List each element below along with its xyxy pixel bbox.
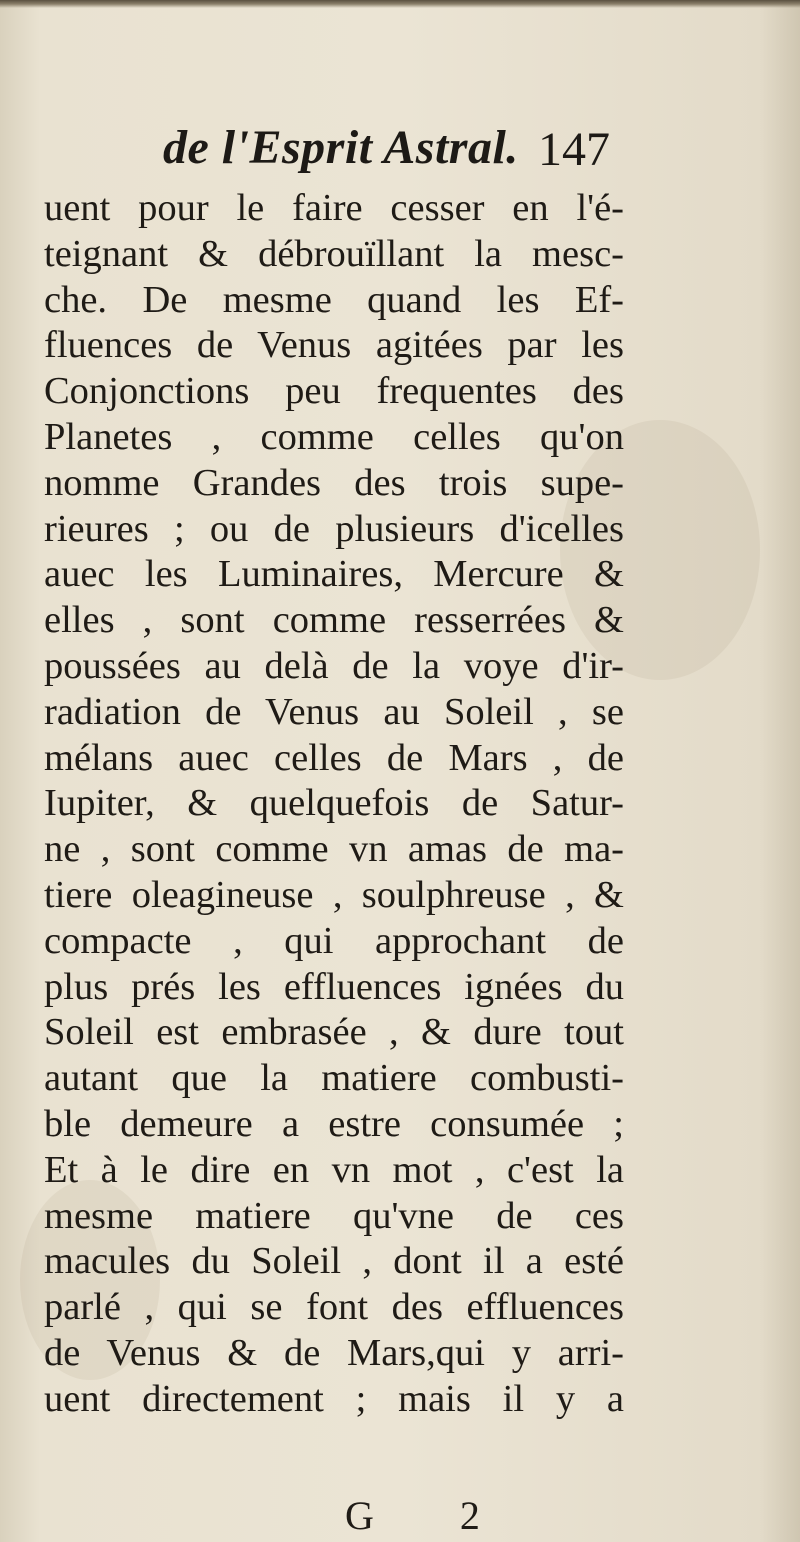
running-title: de l'Esprit Astral. (163, 121, 519, 174)
text-line: uent directement ; mais il y a (44, 1377, 624, 1420)
text-line: compacte , qui approchant de (44, 919, 624, 962)
text-line: plus prés les effluences ignées du (44, 965, 624, 1008)
text-line: radiation de Venus au Soleil , se (44, 690, 624, 733)
body-text (44, 186, 624, 1423)
text-line: parlé , qui se font des effluences (44, 1286, 624, 1329)
text-line: Conjonctions peu frequentes des (44, 370, 624, 413)
running-head (163, 118, 633, 188)
text-line: teignant & débrouïllant la mesc- (44, 232, 624, 275)
page-top-edge (0, 0, 800, 8)
signature-mark: G 2 (345, 1493, 518, 1538)
text-line: de Venus & de Mars,qui y arri- (44, 1331, 624, 1374)
text-line: Et à le dire en vn mot , c'est la (44, 1148, 624, 1191)
text-line: auec les Luminaires, Mercure & (44, 553, 624, 596)
text-line: Soleil est embrasée , & dure tout (44, 1011, 624, 1054)
text-line: che. De mesme quand les Ef- (44, 278, 624, 321)
text-line: autant que la matiere combusti- (44, 1057, 624, 1100)
text-line: nomme Grandes des trois supe- (44, 461, 624, 504)
text-line: elles , sont comme resserrées & (44, 599, 624, 642)
text-line: poussées au delà de la voye d'ir- (44, 644, 624, 687)
text-line: mesme matiere qu'vne de ces (44, 1194, 624, 1237)
text-line: macules du Soleil , dont il a esté (44, 1240, 624, 1283)
text-line: Planetes , comme celles qu'on (44, 415, 624, 458)
text-line: uent pour le faire cesser en l'é- (44, 187, 624, 229)
text-line: Iupiter, & quelquefois de Satur- (44, 782, 624, 825)
text-line: rieures ; ou de plusieurs d'icelles (44, 507, 624, 550)
text-line: tiere oleagineuse , soulphreuse , & (44, 873, 624, 916)
text-line: fluences de Venus agitées par les (44, 324, 624, 367)
text-line: ne , sont comme vn amas de ma- (44, 828, 624, 871)
text-line: mélans auec celles de Mars , de (44, 736, 624, 779)
text-line: ble demeure a estre consumée ; (44, 1102, 624, 1145)
page-number: 147 (538, 123, 610, 176)
